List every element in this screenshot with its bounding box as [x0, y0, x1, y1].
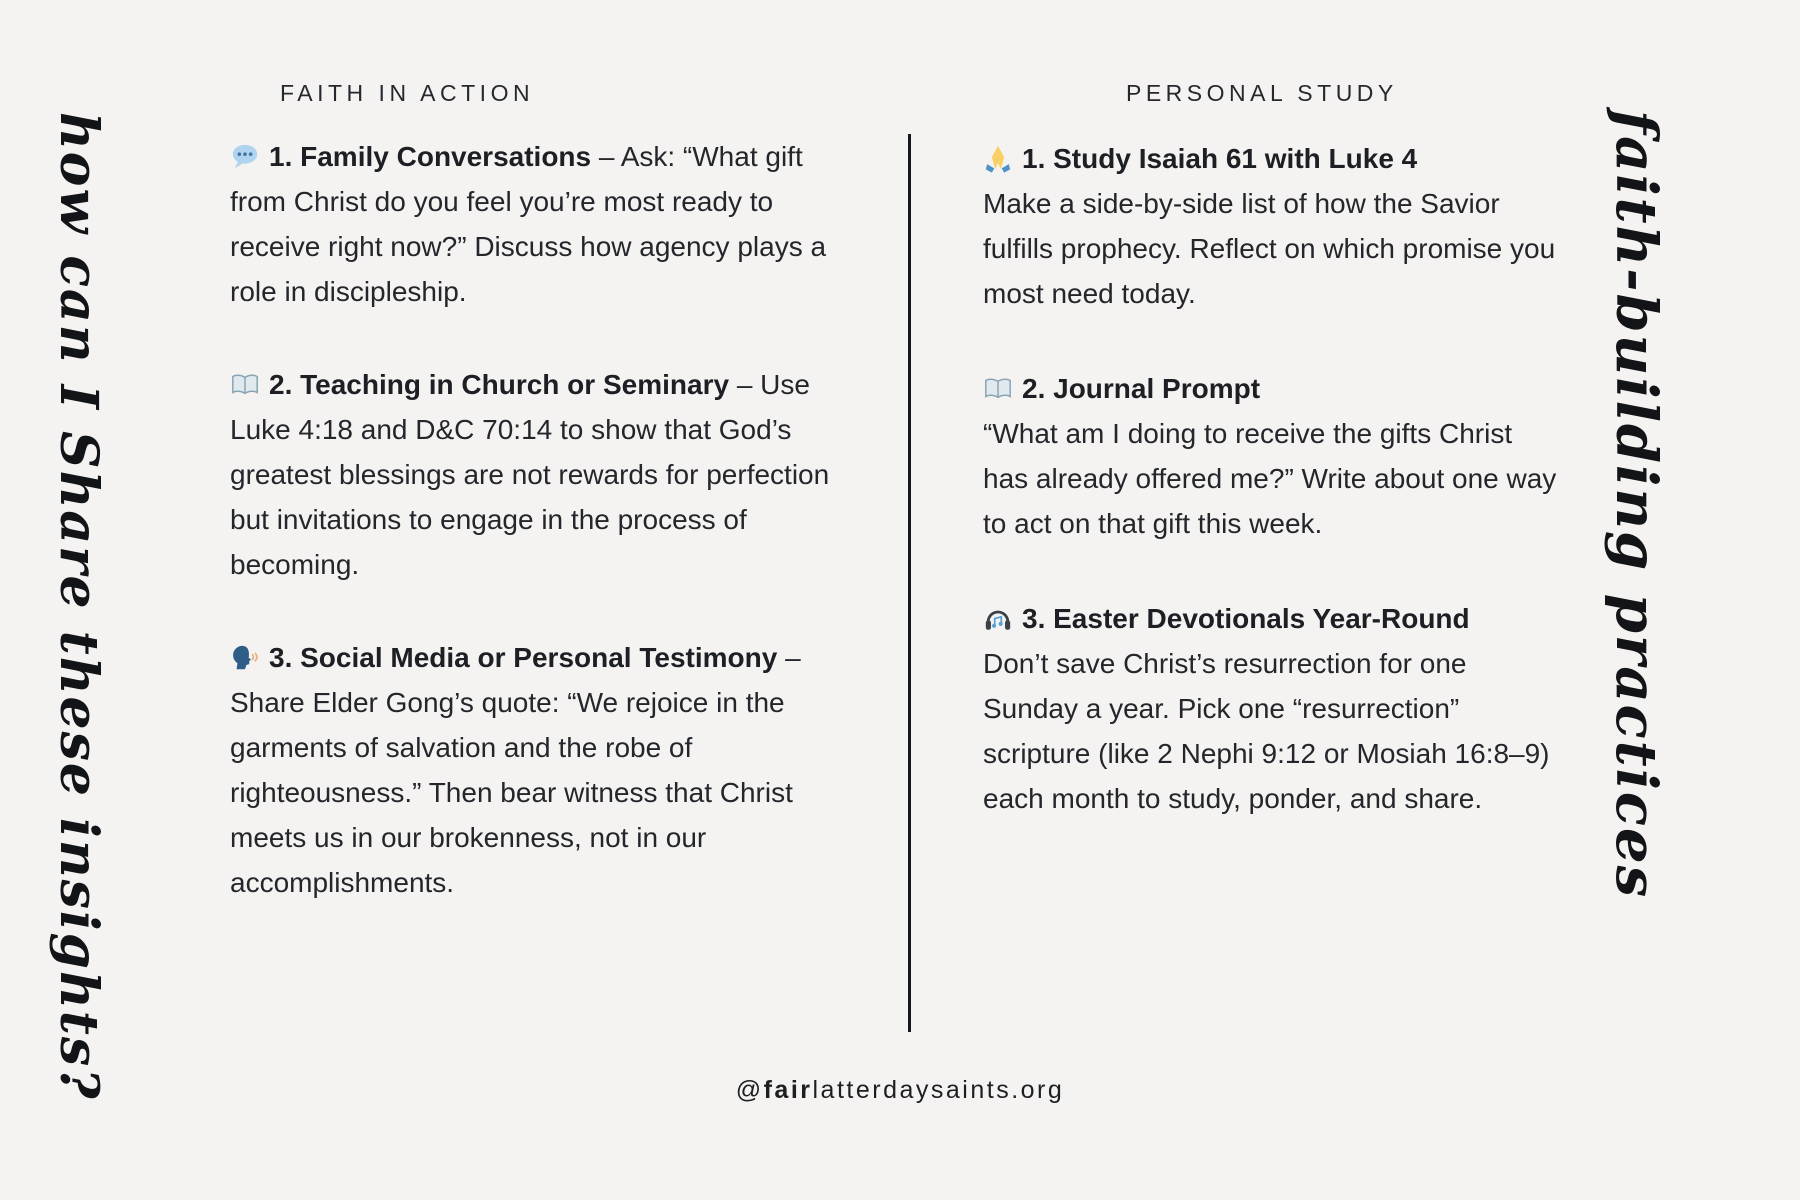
footer-brand-bold: fair: [763, 1076, 813, 1104]
personal-study-column: [983, 78, 1563, 821]
list-item: [230, 134, 846, 314]
item-title: 2. Journal Prompt: [1022, 373, 1261, 404]
folded-hands-icon: [983, 144, 1013, 174]
footer-handle: [0, 1076, 1800, 1105]
list-item: [230, 635, 846, 905]
headphones-music-icon: [983, 604, 1013, 634]
list-item: [983, 136, 1563, 316]
faith-in-action-column: [230, 78, 846, 905]
item-body: “What am I doing to receive the gifts Christ has already offered me?” Write about one way to act on that gift this week.: [983, 418, 1557, 539]
right-side-script-label: faith-building practices: [1603, 110, 1669, 900]
item-body: – Share Elder Gong’s quote: “We rejoice in the garments of salvation and the robe of righteousness.” Then bear witness that Christ meets us in our brokenness, not in our accomplishments.: [230, 642, 801, 898]
item-body: Don’t save Christ’s resurrection for one Sunday a year. Pick one “resurrection” scripture (like 2 Nephi 9:12 or Mosiah 16:8–9) each month to study, ponder, and share.: [983, 648, 1550, 814]
column-divider: [908, 134, 911, 1032]
column-header-personal-study: PERSONAL STUDY: [1126, 80, 1398, 106]
item-body: Make a side-by-side list of how the Savior fulfills prophecy. Reflect on which promise you most need today.: [983, 188, 1556, 309]
footer-brand-rest: latterdaysaints.org: [812, 1076, 1065, 1104]
item-body: – Ask: “What gift from Christ do you feel you’re most ready to receive right now?” Discuss how agency plays a role in discipleship.: [230, 141, 827, 307]
list-item: [983, 596, 1563, 821]
item-title: 1. Study Isaiah 61 with Luke 4: [1022, 143, 1418, 174]
list-item: [230, 362, 846, 587]
speaking-head-icon: [230, 643, 260, 673]
speech-balloon-icon: [230, 142, 260, 172]
item-title: 2. Teaching in Church or Seminary: [269, 369, 730, 400]
column-header-faith-in-action: FAITH IN ACTION: [280, 80, 535, 106]
item-title: 1. Family Conversations: [269, 141, 592, 172]
open-book-icon: [230, 370, 260, 400]
open-book-icon: [983, 374, 1013, 404]
list-item: [983, 366, 1563, 546]
footer-at-prefix: @: [735, 1076, 764, 1104]
left-side-script-label: how can I Share these insights?: [48, 112, 109, 1101]
item-body: – Use Luke 4:18 and D&C 70:14 to show that God’s greatest blessings are not rewards for perfection but invitations to engage in the process of becoming.: [230, 369, 830, 580]
item-title: 3. Social Media or Personal Testimony: [269, 642, 778, 673]
item-title: 3. Easter Devotionals Year-Round: [1022, 603, 1470, 634]
